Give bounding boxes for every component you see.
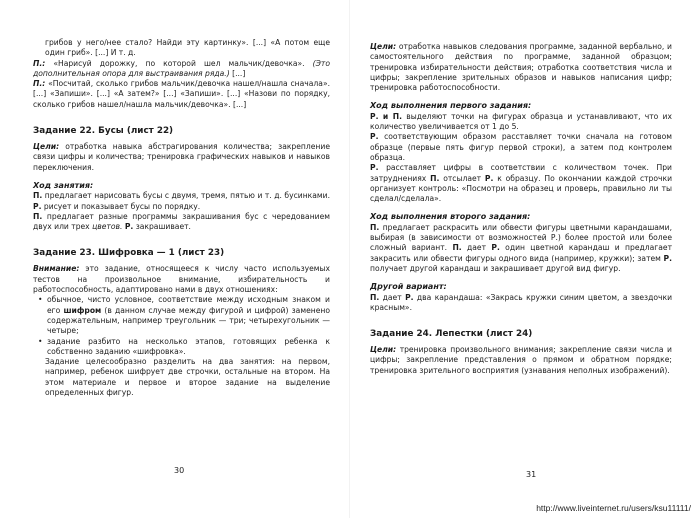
text: это задание, относящееся к числу часто используемых тестов на произвольное внимание, избирательность и работоспособность, адаптировано нами в двух отношениях: xyxy=(33,264,330,295)
italic-text: цветов. xyxy=(92,222,123,232)
text: расставляет цифры в соответствии с количеством точек. При затруднениях xyxy=(370,163,672,183)
role-tag: П.: xyxy=(33,58,46,68)
role-tag: Р. и П. xyxy=(370,111,402,121)
bullet-list xyxy=(33,295,330,357)
goals-label: Цели: xyxy=(33,142,60,152)
watermark-url: http://www.liveinternet.ru/users/ksu11111/ xyxy=(536,503,691,513)
text: дает xyxy=(382,292,402,302)
paragraph: Задание целесообразно разделить на два занятия: на первом, например, ребенок шифрует две строчки, остальные на втором. На этом материале и первое и второе задание на выделение определенных фигур. xyxy=(45,357,330,398)
role-tag: Р. xyxy=(33,201,42,211)
role-tag: Р. xyxy=(484,173,494,183)
text: отсылает xyxy=(443,173,482,183)
text: грибов у него/нее стало? Найди эту картинку». [...] «А потом еще один гриб». [...] И т. д. xyxy=(45,38,330,58)
text: «Нарисуй дорожку, по которой шел мальчик/девочка». xyxy=(53,58,305,68)
role-tag: П. xyxy=(370,222,380,232)
role-tag: П. xyxy=(452,243,462,253)
role-tag: Р. xyxy=(663,253,672,263)
role-tag: П. xyxy=(430,173,440,183)
list-item: • задание разбито на несколько этапов, готовящих ребенка к собственно заданию «шифровка». xyxy=(47,337,330,358)
text: [...] xyxy=(232,68,246,78)
role-tag: Р. xyxy=(370,163,379,173)
role-tag: Р. xyxy=(370,132,379,142)
text: предлагает раскрасить или обвести фигуры цветными карандашами, выбирая (в зависимости от возможностей Р.) более простой или более сложный вариант. xyxy=(370,222,672,253)
text: один цветной карандаш и предлагает закрасить или обвести фигуры одного вида (например, кружки); затем xyxy=(370,243,673,263)
italic-text: (Это дополнительная опора для выстраивания ряда.) xyxy=(33,58,330,78)
text: закрашивает. xyxy=(135,222,191,232)
other-variant-heading: Другой вариант: xyxy=(370,282,447,292)
page-number: 31 xyxy=(526,470,537,479)
course-heading: Ход занятия: xyxy=(33,180,94,190)
paragraph xyxy=(33,191,330,212)
goals-label: Цели: xyxy=(370,42,397,51)
second-task-heading: Ход выполнения второго задания: xyxy=(370,212,531,222)
first-task-heading: Ход выполнения первого задания: xyxy=(370,101,532,111)
text: дает xyxy=(467,243,487,253)
task-23-title: Задание 23. Шифровка — 1 (лист 23) xyxy=(33,248,225,259)
text: к образцу. По окончании каждой строчки организует контроль: «Посмотри на образец и проверь, правильно ли ты сделал/сделала». xyxy=(370,173,673,204)
paragraph xyxy=(370,293,672,314)
role-tag: Р. xyxy=(124,222,134,232)
text: предлагает разные программы закрашивания бус с чередованием двух или трех xyxy=(33,211,330,232)
text: соответствующим образом расставляет точки сначала на готовом образце (первые пять фигур первой строки), а затем под контролем образца. xyxy=(370,132,672,162)
task-24-title: Задание 24. Лепестки (лист 24) xyxy=(370,329,533,340)
attention-label: Внимание: xyxy=(33,264,80,274)
list-item xyxy=(47,295,330,336)
paragraph xyxy=(33,142,330,173)
role-tag: П. xyxy=(33,211,43,221)
right-page xyxy=(350,0,699,518)
text: (в данном случае между фигурой и цифрой) заменено содержательным, например треугольник — три; четырехугольник — четыре; xyxy=(47,305,330,336)
role-tag: П. xyxy=(33,191,43,201)
text: «Посчитай, сколько грибов мальчик/девочка нашел/нашла сначала». [...] «Запиши». [...] «А затем?» [...] «Запиши». [...] «Назови по порядку, сколько грибов нашел/нашла мальчик/девочка». [...] xyxy=(33,79,331,109)
text: отработка навыков следования программе, заданной вербально, и самостоятельного действия по программе, заданной образцом; тренировка избирательности действия; отработка соответствия числа и цифры; закрепление зрительных образов и навыков написания цифр; тренировка работоспособности. xyxy=(370,42,672,93)
paragraph xyxy=(33,59,330,80)
text: тренировка произвольного внимания; закрепление связи числа и цифры; закрепление представления о прямом и обратном порядке; тренировка зрительного восприятия (узнавания неполных изображений). xyxy=(370,345,672,375)
text: обычное, чисто условное, соответствие между исходным знаком и его xyxy=(47,295,330,315)
goals-label: Цели: xyxy=(370,345,397,355)
paragraph xyxy=(33,264,330,295)
text: два карандаша: «Закрась кружки синим цветом, а звездочки красным». xyxy=(370,292,673,312)
paragraph xyxy=(33,38,330,59)
text: предлагает нарисовать бусы с двумя, тремя, пятью и т. д. бусинками. xyxy=(44,191,330,201)
paragraph xyxy=(370,112,672,133)
text: выделяют точки на фигурах образца и устанавливают, что их количество увеличивается от 1 до 5. xyxy=(370,111,672,132)
text: получает другой карандаш и закрашивает другой вид фигур. xyxy=(370,263,621,273)
page-number: 30 xyxy=(174,466,185,475)
bold-text: шифром xyxy=(63,305,102,315)
right-text-column xyxy=(370,42,672,376)
role-tag: П.: xyxy=(33,79,46,89)
role-tag: П. xyxy=(370,292,380,302)
paragraph xyxy=(370,132,672,163)
task-22-title: Задание 22. Бусы (лист 22) xyxy=(33,126,174,137)
paragraph xyxy=(370,163,672,204)
left-text-column xyxy=(33,38,330,398)
role-tag: Р. xyxy=(491,243,500,253)
paragraph xyxy=(370,345,672,376)
paragraph xyxy=(33,212,330,233)
text: отработка навыка абстрагирования количества; закрепление связи цифры и количества; тренировка графических навыков и навыков переключения. xyxy=(33,142,330,172)
paragraph xyxy=(370,42,672,93)
text: рисует и показывает бусы по порядку. xyxy=(43,201,201,211)
paragraph xyxy=(33,79,330,110)
role-tag: Р. xyxy=(405,292,414,302)
paragraph xyxy=(370,223,672,274)
